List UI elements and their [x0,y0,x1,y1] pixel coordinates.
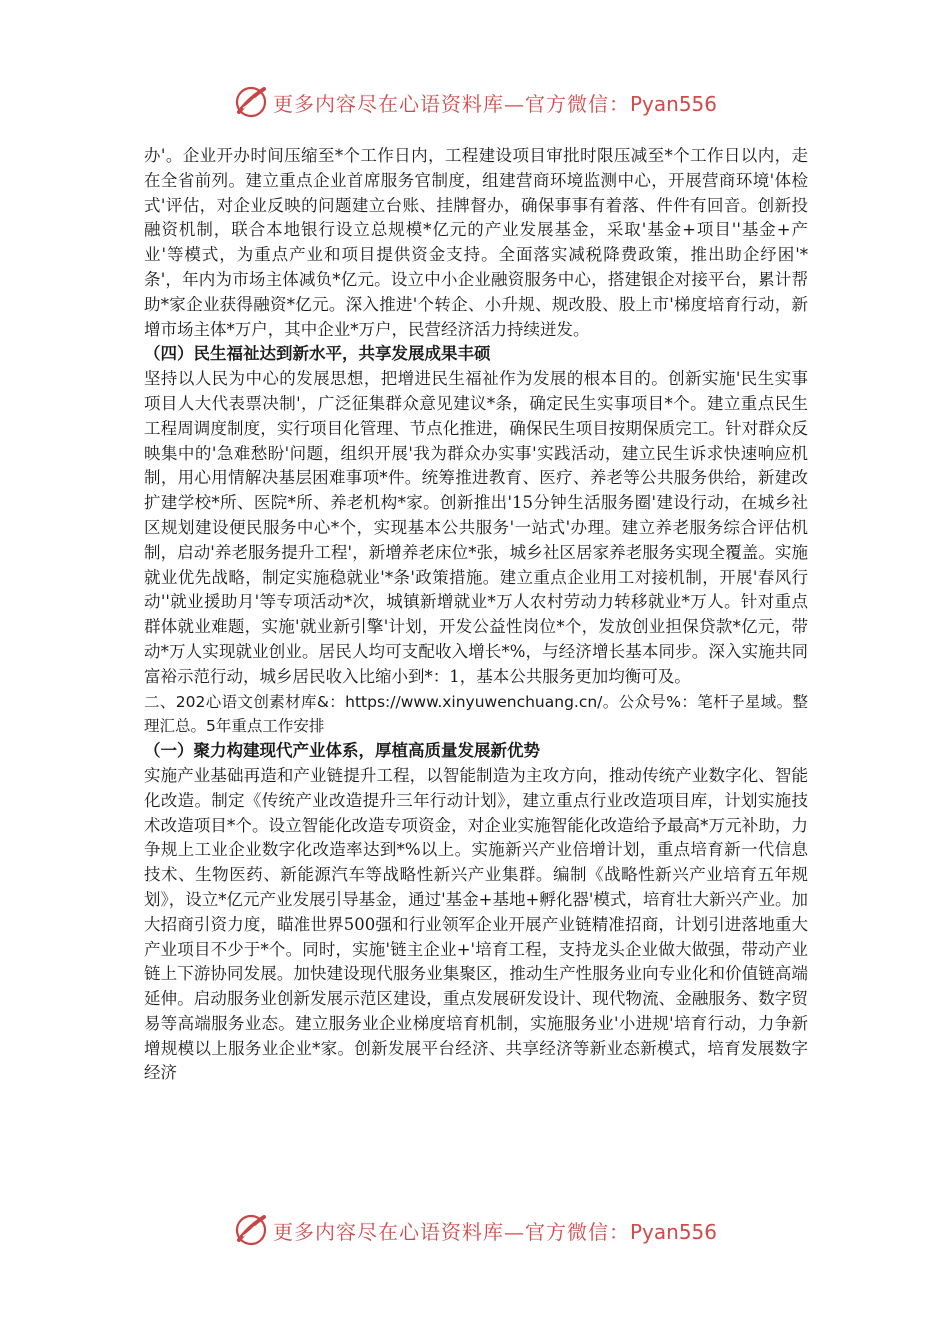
banner-text: 更多内容尽在心语资料库—官方微信：Pyan556 [272,1219,717,1244]
document-body [144,144,808,1086]
paragraph-livelihood: 坚持以人民为中心的发展思想，把增进民生福祉作为发展的根本目的。创新实施'民生实事项目人大代表票决制'，广泛征集群众意见建议*条，确定民生实事项目*个。建立重点民生工程周调度制度，实行项目化管理、节点化推进，确保民生项目按期保质完工。针对群众反映集中的'急难愁盼'问题，组织开展'我为群众办实事'实践活动，建立民生诉求快速响应机制，用心用情解决基层困难事项*件。统筹推进教育、医疗、养老等公共服务供给，新建改扩建学校*所、医院*所、养老机构*家。创新推出'15分钟生活服务圈'建设行动，在城乡社区规划建设便民服务中心*个，实现基本公共服务'一站式'办理。建立养老服务综合评估机制，启动'养老服务提升工程'，新增养老床位*张，城乡社区居家养老服务实现全覆盖。实施就业优先战略，制定实施稳就业'*条'政策措施。建立重点企业用工对接机制，开展'春风行动''就业援助月'等专项活动*次，城镇新增就业*万人农村劳动力转移就业*万人。针对重点群体就业难题，实施'就业新引擎'计划，开发公益性岗位*个，发放创业担保贷款*亿元，带动*万人实现就业创业。居民人均可支配收入增长*%，与经济增长基本同步。深入实施共同富裕示范行动，城乡居民收入比缩小到*：1，基本公共服务更加均衡可及。 [144,369,808,686]
banner-text: 更多内容尽在心语资料库—官方微信：Pyan556 [272,91,717,116]
brush-logo-icon [233,84,269,120]
brush-logo-icon [233,1212,269,1248]
paragraph-investment: 办'。企业开办时间压缩至*个工作日内，工程建设项目审批时限压减至*个工作日以内，走在全省前列。建立重点企业首席服务官制度，组建营商环境监测中心，开展营商环境'体检式'评估，对企业反映的问题建立台账、挂牌督办，确保事事有着落、件件有回音。创新投融资机制，联合本地银行设立总规模*亿元的产业发展基金，采取'基金+项目''基金+产业'等模式，为重点产业和项目提供资金支持。全面落实减税降费政策，推出助企纾困'*条'，年内为市场主体减负*亿元。设立中小企业融资服务中心，搭建银企对接平台，累计帮助*家企业获得融资*亿元。深入推进'个转企、小升规、规改股、股上市'梯度培育行动，新增市场主体*万户，其中企业*万户，民营经济活力持续迸发。 [144,146,808,339]
section-heading-livelihood: （四）民生福祉达到新水平，共享发展成果丰硕 [144,344,491,364]
footer-banner [0,1210,950,1250]
banner-wechat-id: Pyan556 [629,91,717,116]
banner-wechat-id: Pyan556 [629,1219,717,1244]
paragraph-industry: 实施产业基础再造和产业链提升工程，以智能制造为主攻方向，推动传统产业数字化、智能化改造。制定《传统产业改造提升三年行动计划》，建立重点行业改造项目库，计划实施技术改造项目*个。设立智能化改造专项资金，对企业实施智能化改造给予最高*万元补助，力争规上工业企业数字化改造率达到*%以上。实施新兴产业倍增计划，重点培育新一代信息技术、生物医药、新能源汽车等战略性新兴产业集群。编制《战略性新兴产业培育五年规划》，设立*亿元产业发展引导基金，通过'基金+基地+孵化器'模式，培育壮大新兴产业。加大招商引资力度，瞄准世界500强和行业领军企业开展产业链精准招商，计划引进落地重大产业项目不少于*个。同时，实施'链主企业+'培育工程，支持龙头企业做大做强，带动产业链上下游协同发展。加快建设现代服务业集聚区，推动生产性服务业向专业化和价值链高端延伸。启动服务业创新发展示范区建设，重点发展研发设计、现代物流、金融服务、数字贸易等高端服务业态。建立服务业企业梯度培育机制，实施服务业'小进规'培育行动，力争新增规模以上服务业企业*家。创新发展平台经济、共享经济等新业态新模式，培育发展数字经济 [144,765,808,1083]
section-heading-five-year-plan: 二、202心语文创素材库&：https://www.xinyuwenchuang.cn/。公众号%：笔杆子星域。整理汇总。5年重点工作安排 [144,692,808,736]
section-heading-industry: （一）聚力构建现代产业体系，厚植高质量发展新优势 [144,741,540,761]
header-banner [0,82,950,122]
